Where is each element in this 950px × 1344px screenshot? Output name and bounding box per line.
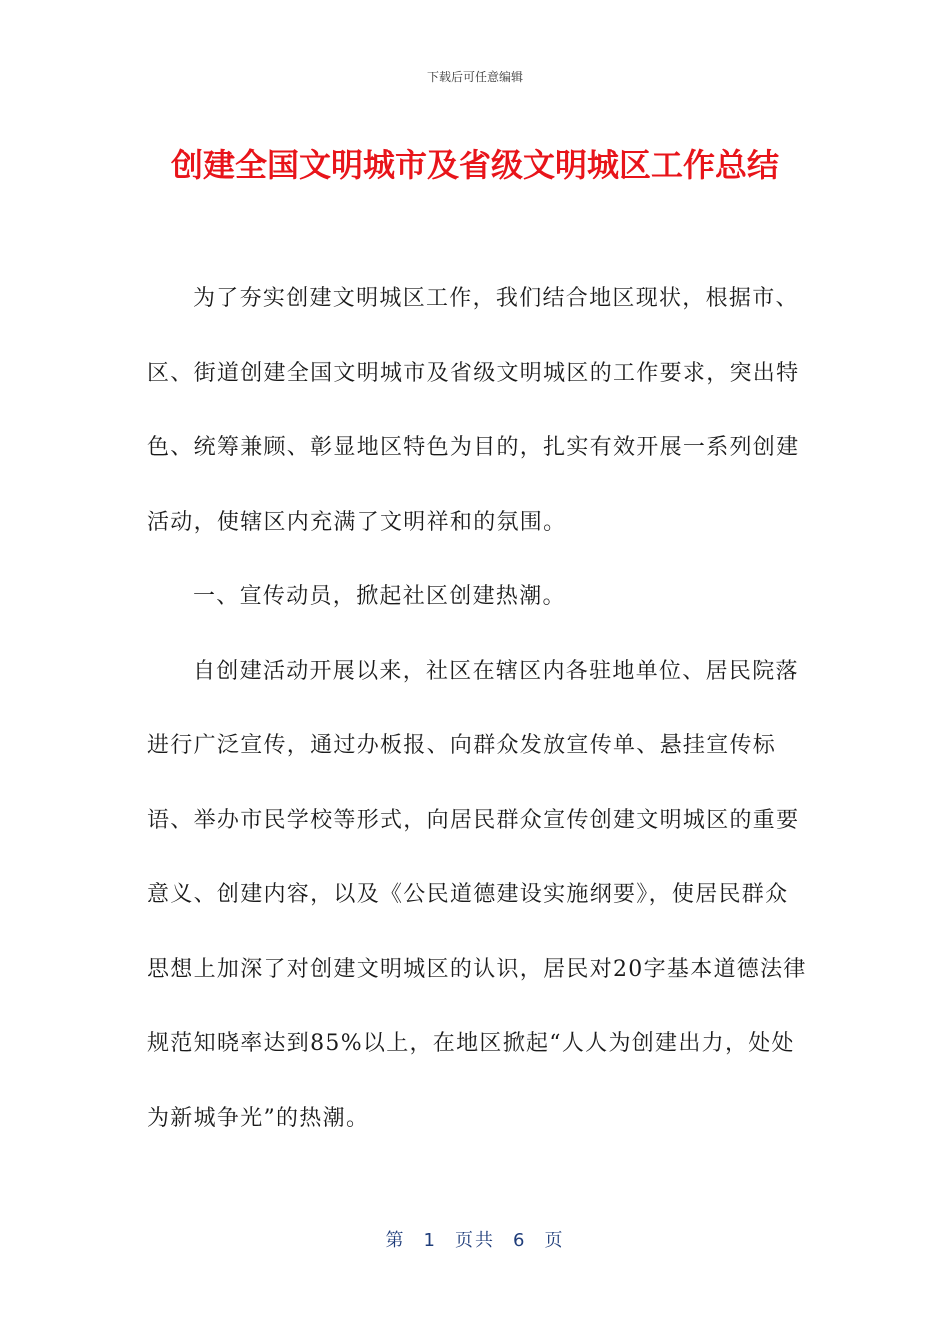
- paragraph-intro: 为了夯实创建文明城区工作，我们结合地区现状，根据市、区、街道创建全国文明城市及省级文明城区的工作要求，突出特色、统筹兼顾、彰显地区特色为目的，扎实有效开展一系列创建活动，使辖区内充满了文明祥和的氛围。: [147, 286, 800, 535]
- footer-current-page: 1: [423, 1230, 437, 1251]
- footer-total-pages: 6: [513, 1230, 527, 1251]
- section-heading-1: 一、宣传动员，掀起社区创建热潮。: [193, 584, 566, 609]
- footer-suffix: 页: [544, 1230, 565, 1251]
- page-footer: [0, 1226, 950, 1252]
- footer-middle: 页共: [455, 1230, 495, 1251]
- header-note: 下载后可任意编辑: [426, 70, 523, 84]
- document-body: [147, 262, 807, 1156]
- document-title: 创建全国文明城市及省级文明城区工作总结: [170, 146, 779, 184]
- paragraph-section-1: 自创建活动开展以来，社区在辖区内各驻地单位、居民院落进行广泛宣传，通过办板报、向群众发放宣传单、悬挂宣传标语、举办市民学校等形式，向居民群众宣传创建文明城区的重要意义、创建内容，以及《公民道德建设实施纲要》，使居民群众思想上加深了对创建文明城区的认识，居民对20字基本道德法律规范知晓率达到85%以上，在地区掀起“人人为创建出力，处处为新城争光”的热潮。: [147, 658, 807, 1131]
- footer-prefix: 第: [385, 1230, 406, 1251]
